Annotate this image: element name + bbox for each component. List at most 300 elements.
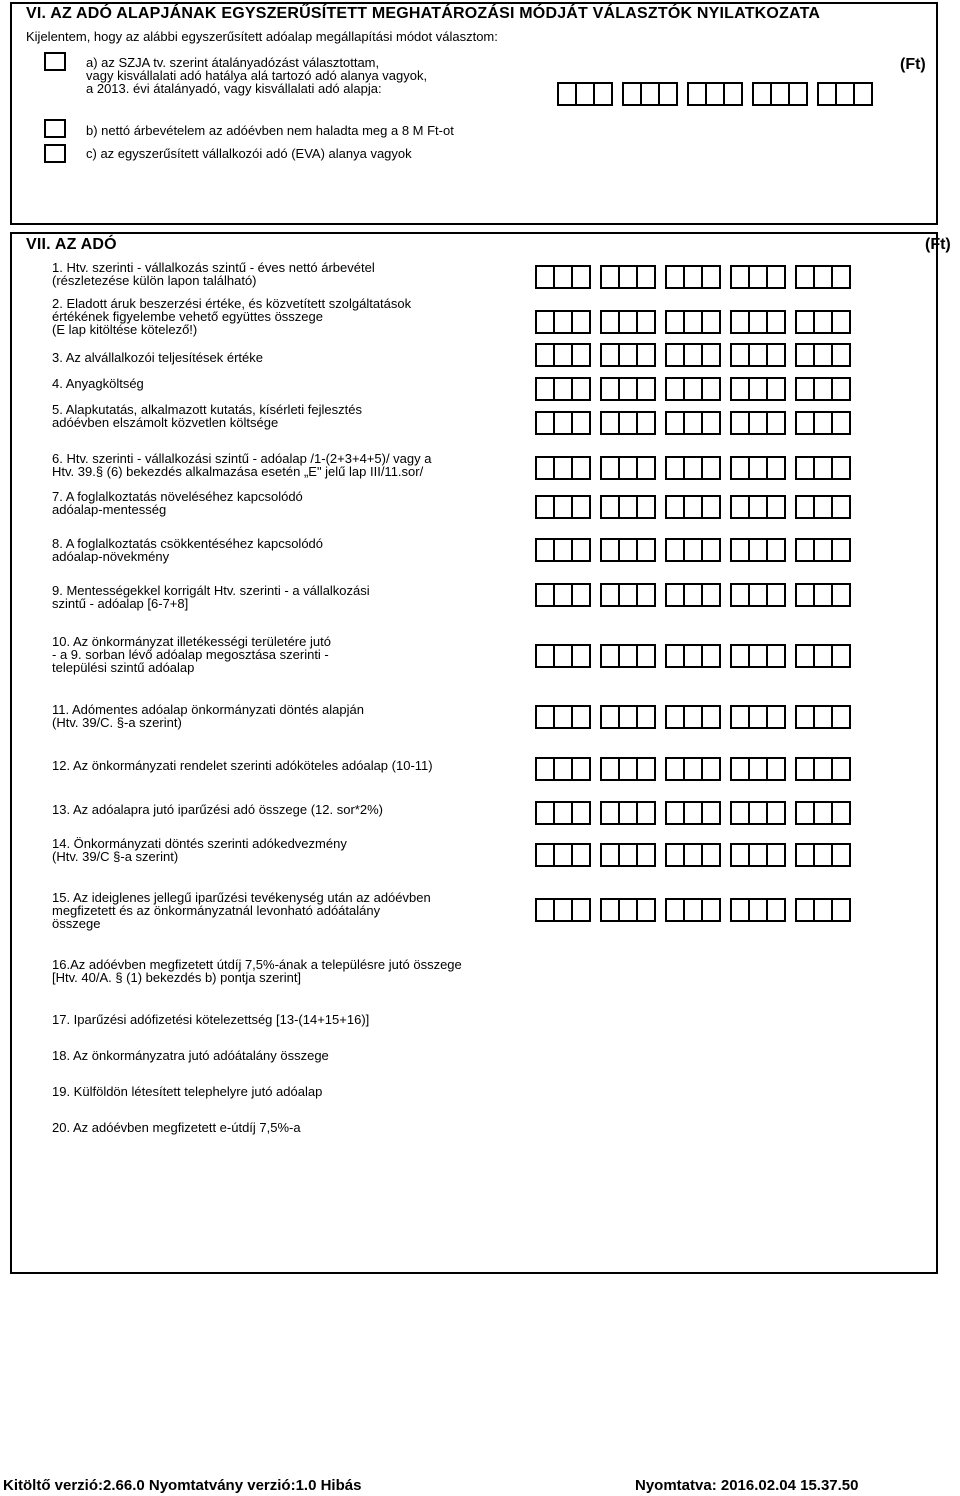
digit-cell[interactable] [831,705,851,729]
digit-cell[interactable] [535,583,555,607]
digit-cell[interactable] [730,705,750,729]
digit-cell[interactable] [748,411,768,435]
digit-cell[interactable] [575,82,595,106]
digit-cell[interactable] [813,538,833,562]
digit-group [600,377,656,401]
digit-cell[interactable] [748,705,768,729]
digit-cell[interactable] [665,757,685,781]
digit-cell[interactable] [795,705,815,729]
digit-cell[interactable] [535,644,555,668]
digit-cell[interactable] [618,538,638,562]
digit-group [535,456,591,480]
digit-cell[interactable] [553,456,573,480]
row-4-label: 4. Anyagköltség [52,376,144,391]
digit-cell[interactable] [600,411,620,435]
digit-cell[interactable] [535,801,555,825]
digit-cell[interactable] [665,705,685,729]
digit-cell[interactable] [748,538,768,562]
digit-cell[interactable] [535,456,555,480]
digit-cell[interactable] [636,705,656,729]
digit-group [600,495,656,519]
digit-cell[interactable] [571,843,591,867]
row-6-label: Htv. 39.§ (6) bekezdés alkalmazása esetén „E" jelű lap III/11.sor/ [52,464,424,479]
option-b-label: b) nettó árbevételem az adóévben nem haladta meg a 8 M Ft-ot [86,123,454,138]
digit-cell[interactable] [766,898,786,922]
row-17-label: 17. Iparűzési adófizetési kötelezettség [13-(14+15+16)] [52,1012,370,1027]
digit-cell[interactable] [636,377,656,401]
digit-cell[interactable] [766,456,786,480]
digit-cell[interactable] [535,343,555,367]
digit-cell[interactable] [730,411,750,435]
digit-cell[interactable] [600,456,620,480]
digit-cell[interactable] [813,757,833,781]
digit-cell[interactable] [571,495,591,519]
digit-group [730,644,786,668]
digit-cell[interactable] [795,310,815,334]
digit-cell[interactable] [701,377,721,401]
digit-cell[interactable] [687,82,707,106]
digit-cell[interactable] [795,801,815,825]
digit-cell[interactable] [618,377,638,401]
digit-cell[interactable] [618,583,638,607]
digit-cell[interactable] [730,343,750,367]
digit-cell[interactable] [683,843,703,867]
digit-cell[interactable] [618,343,638,367]
digit-cell[interactable] [665,644,685,668]
digit-cell[interactable] [618,801,638,825]
digit-cell[interactable] [600,495,620,519]
digit-cell[interactable] [831,757,851,781]
digit-group [817,82,873,106]
digit-cell[interactable] [748,583,768,607]
digit-cell[interactable] [701,343,721,367]
digit-cell[interactable] [665,898,685,922]
digit-cell[interactable] [701,801,721,825]
digit-cell[interactable] [636,411,656,435]
digit-cell[interactable] [795,843,815,867]
digit-cell[interactable] [817,82,837,106]
amount-grid-row-2[interactable] [535,310,851,334]
digit-cell[interactable] [535,898,555,922]
digit-cell[interactable] [636,343,656,367]
digit-cell[interactable] [636,495,656,519]
digit-cell[interactable] [748,343,768,367]
digit-cell[interactable] [618,843,638,867]
digit-cell[interactable] [636,843,656,867]
digit-cell[interactable] [571,583,591,607]
digit-cell[interactable] [665,343,685,367]
digit-cell[interactable] [553,843,573,867]
digit-cell[interactable] [683,310,703,334]
digit-cell[interactable] [831,843,851,867]
digit-cell[interactable] [766,377,786,401]
checkbox-option-a[interactable] [44,52,66,71]
digit-cell[interactable] [831,583,851,607]
digit-cell[interactable] [571,644,591,668]
digit-cell[interactable] [813,343,833,367]
digit-cell[interactable] [636,265,656,289]
digit-cell[interactable] [618,265,638,289]
digit-cell[interactable] [701,310,721,334]
digit-cell[interactable] [795,898,815,922]
digit-cell[interactable] [831,801,851,825]
digit-cell[interactable] [618,644,638,668]
amount-grid-row-3[interactable] [535,343,851,367]
digit-cell[interactable] [571,757,591,781]
digit-cell[interactable] [831,310,851,334]
amount-grid-row-4[interactable] [535,377,851,401]
digit-cell[interactable] [701,705,721,729]
digit-cell[interactable] [766,538,786,562]
row-1-label: (részletezése külön lapon található) [52,273,257,288]
digit-cell[interactable] [766,801,786,825]
row-18-label: 18. Az önkormányzatra jutó adóátalány összege [52,1048,329,1063]
digit-cell[interactable] [535,377,555,401]
digit-cell[interactable] [701,411,721,435]
digit-cell[interactable] [553,495,573,519]
digit-cell[interactable] [701,265,721,289]
digit-cell[interactable] [640,82,660,106]
digit-cell[interactable] [618,456,638,480]
digit-cell[interactable] [766,757,786,781]
amount-grid-row-11[interactable] [535,705,851,729]
digit-cell[interactable] [730,801,750,825]
digit-cell[interactable] [748,898,768,922]
digit-cell[interactable] [665,583,685,607]
digit-group [730,583,786,607]
digit-cell[interactable] [730,377,750,401]
digit-cell[interactable] [701,757,721,781]
digit-cell[interactable] [553,757,573,781]
digit-cell[interactable] [535,265,555,289]
digit-cell[interactable] [600,843,620,867]
digit-cell[interactable] [831,377,851,401]
digit-group [600,757,656,781]
digit-cell[interactable] [600,898,620,922]
digit-cell[interactable] [723,82,743,106]
digit-group [665,343,721,367]
digit-cell[interactable] [571,411,591,435]
digit-cell[interactable] [795,343,815,367]
digit-cell[interactable] [701,644,721,668]
digit-cell[interactable] [553,411,573,435]
digit-cell[interactable] [795,757,815,781]
digit-cell[interactable] [665,411,685,435]
digit-cell[interactable] [766,644,786,668]
amount-grid-row-10[interactable] [535,644,851,668]
digit-cell[interactable] [571,343,591,367]
digit-cell[interactable] [553,377,573,401]
digit-cell[interactable] [600,310,620,334]
digit-cell[interactable] [730,456,750,480]
digit-cell[interactable] [600,343,620,367]
digit-cell[interactable] [553,343,573,367]
digit-group [730,538,786,562]
digit-cell[interactable] [835,82,855,106]
digit-cell[interactable] [795,644,815,668]
amount-grid-row-6[interactable] [535,456,851,480]
amount-grid-row-9[interactable] [535,583,851,607]
digit-cell[interactable] [748,310,768,334]
digit-group [600,705,656,729]
digit-cell[interactable] [795,583,815,607]
digit-cell[interactable] [636,583,656,607]
digit-cell[interactable] [831,898,851,922]
digit-group [535,411,591,435]
digit-cell[interactable] [770,82,790,106]
digit-cell[interactable] [636,898,656,922]
digit-cell[interactable] [730,757,750,781]
digit-group [535,377,591,401]
digit-cell[interactable] [683,583,703,607]
checkbox-option-b[interactable] [44,119,66,138]
digit-cell[interactable] [618,757,638,781]
digit-cell[interactable] [683,456,703,480]
digit-cell[interactable] [795,265,815,289]
digit-cell[interactable] [636,801,656,825]
digit-cell[interactable] [636,456,656,480]
digit-cell[interactable] [600,377,620,401]
digit-cell[interactable] [813,411,833,435]
digit-cell[interactable] [571,456,591,480]
digit-cell[interactable] [535,411,555,435]
digit-cell[interactable] [813,310,833,334]
digit-cell[interactable] [618,898,638,922]
digit-cell[interactable] [748,377,768,401]
digit-cell[interactable] [795,377,815,401]
digit-cell[interactable] [535,495,555,519]
digit-cell[interactable] [665,265,685,289]
row-9-label: 9. Mentességekkel korrigált Htv. szerinti - a vállalkozási [52,583,370,598]
digit-cell[interactable] [571,801,591,825]
digit-cell[interactable] [683,343,703,367]
digit-cell[interactable] [636,644,656,668]
option-c-label: c) az egyszerűsített vállalkozói adó (EVA) alanya vagyok [86,146,412,161]
digit-cell[interactable] [600,705,620,729]
digit-cell[interactable] [701,538,721,562]
digit-cell[interactable] [571,538,591,562]
digit-group [600,898,656,922]
digit-cell[interactable] [535,705,555,729]
digit-cell[interactable] [683,801,703,825]
digit-cell[interactable] [683,644,703,668]
digit-cell[interactable] [553,310,573,334]
digit-cell[interactable] [766,843,786,867]
digit-group [665,265,721,289]
amount-grid-row-5[interactable] [535,411,851,435]
amount-grid-option-a[interactable] [557,82,873,106]
digit-cell[interactable] [600,538,620,562]
digit-cell[interactable] [571,265,591,289]
digit-cell[interactable] [553,538,573,562]
digit-cell[interactable] [600,757,620,781]
digit-cell[interactable] [553,583,573,607]
digit-cell[interactable] [683,411,703,435]
digit-cell[interactable] [730,310,750,334]
digit-cell[interactable] [766,583,786,607]
footer-printed: Nyomtatva: 2016.02.04 15.37.50 [635,1477,859,1494]
digit-cell[interactable] [535,843,555,867]
digit-cell[interactable] [571,310,591,334]
digit-group [665,757,721,781]
digit-cell[interactable] [730,583,750,607]
digit-group [795,377,851,401]
digit-cell[interactable] [701,898,721,922]
digit-cell[interactable] [831,343,851,367]
digit-cell[interactable] [766,310,786,334]
digit-cell[interactable] [701,495,721,519]
digit-cell[interactable] [813,801,833,825]
digit-cell[interactable] [636,538,656,562]
digit-cell[interactable] [748,265,768,289]
footer-version: Kitöltő verzió:2.66.0 Nyomtatvány verzió:1.0 Hibás [3,1477,362,1494]
digit-cell[interactable] [683,265,703,289]
digit-cell[interactable] [813,265,833,289]
row-14-label: (Htv. 39/C §-a szerint) [52,849,179,864]
digit-cell[interactable] [701,583,721,607]
digit-cell[interactable] [593,82,613,106]
amount-grid-row-1[interactable] [535,265,851,289]
digit-cell[interactable] [831,495,851,519]
digit-cell[interactable] [636,310,656,334]
digit-cell[interactable] [813,495,833,519]
digit-cell[interactable] [600,644,620,668]
digit-cell[interactable] [831,265,851,289]
digit-cell[interactable] [553,265,573,289]
row-2-label: 2. Eladott áruk beszerzési értéke, és közvetített szolgáltatások [52,296,412,311]
digit-cell[interactable] [683,705,703,729]
digit-cell[interactable] [600,583,620,607]
digit-cell[interactable] [795,456,815,480]
digit-cell[interactable] [752,82,772,106]
digit-cell[interactable] [831,644,851,668]
digit-group [795,411,851,435]
digit-cell[interactable] [535,538,555,562]
digit-cell[interactable] [665,310,685,334]
digit-cell[interactable] [622,82,642,106]
digit-cell[interactable] [766,265,786,289]
digit-cell[interactable] [705,82,725,106]
option-a-line-2: vagy kisvállalati adó hatálya alá tartozó adó alanya vagyok, [86,68,428,83]
digit-cell[interactable] [766,343,786,367]
digit-cell[interactable] [748,495,768,519]
digit-cell[interactable] [553,898,573,922]
amount-grid-row-13[interactable] [535,801,851,825]
digit-cell[interactable] [665,377,685,401]
digit-cell[interactable] [813,644,833,668]
digit-cell[interactable] [665,843,685,867]
digit-cell[interactable] [813,898,833,922]
digit-cell[interactable] [813,377,833,401]
digit-cell[interactable] [683,898,703,922]
digit-cell[interactable] [813,705,833,729]
digit-group [535,898,591,922]
digit-cell[interactable] [730,538,750,562]
digit-cell[interactable] [748,757,768,781]
digit-cell[interactable] [600,265,620,289]
digit-cell[interactable] [571,377,591,401]
digit-cell[interactable] [701,843,721,867]
digit-cell[interactable] [553,801,573,825]
digit-cell[interactable] [683,495,703,519]
digit-cell[interactable] [730,843,750,867]
digit-cell[interactable] [665,495,685,519]
digit-cell[interactable] [795,495,815,519]
digit-group [730,843,786,867]
digit-group [535,757,591,781]
digit-group [795,644,851,668]
digit-cell[interactable] [853,82,873,106]
digit-cell[interactable] [748,843,768,867]
digit-cell[interactable] [788,82,808,106]
digit-cell[interactable] [730,265,750,289]
digit-cell[interactable] [701,456,721,480]
amount-grid-row-7[interactable] [535,495,851,519]
digit-cell[interactable] [766,705,786,729]
digit-cell[interactable] [571,705,591,729]
digit-group [795,265,851,289]
digit-cell[interactable] [600,801,620,825]
digit-cell[interactable] [618,310,638,334]
digit-cell[interactable] [748,644,768,668]
amount-grid-row-8[interactable] [535,538,851,562]
digit-cell[interactable] [535,757,555,781]
digit-cell[interactable] [748,801,768,825]
digit-cell[interactable] [831,411,851,435]
digit-group [795,705,851,729]
digit-cell[interactable] [665,456,685,480]
amount-grid-row-12[interactable] [535,757,851,781]
digit-cell[interactable] [553,644,573,668]
digit-cell[interactable] [618,705,638,729]
digit-cell[interactable] [831,538,851,562]
digit-cell[interactable] [766,495,786,519]
digit-cell[interactable] [683,538,703,562]
digit-cell[interactable] [795,411,815,435]
digit-cell[interactable] [571,898,591,922]
digit-cell[interactable] [665,801,685,825]
digit-cell[interactable] [658,82,678,106]
digit-group [600,538,656,562]
digit-cell[interactable] [665,538,685,562]
digit-cell[interactable] [535,310,555,334]
digit-cell[interactable] [636,757,656,781]
digit-cell[interactable] [553,705,573,729]
digit-cell[interactable] [813,456,833,480]
digit-cell[interactable] [730,644,750,668]
digit-group [535,705,591,729]
checkbox-option-c[interactable] [44,144,66,163]
digit-cell[interactable] [730,495,750,519]
digit-group [535,583,591,607]
digit-cell[interactable] [683,757,703,781]
digit-cell[interactable] [795,538,815,562]
digit-group [535,495,591,519]
digit-cell[interactable] [813,843,833,867]
digit-group [795,538,851,562]
digit-cell[interactable] [683,377,703,401]
amount-grid-row-14[interactable] [535,843,851,867]
digit-cell[interactable] [618,495,638,519]
amount-grid-row-15[interactable] [535,898,851,922]
digit-cell[interactable] [813,583,833,607]
digit-cell[interactable] [557,82,577,106]
digit-cell[interactable] [748,456,768,480]
digit-cell[interactable] [766,411,786,435]
digit-cell[interactable] [831,456,851,480]
digit-cell[interactable] [730,898,750,922]
digit-cell[interactable] [618,411,638,435]
